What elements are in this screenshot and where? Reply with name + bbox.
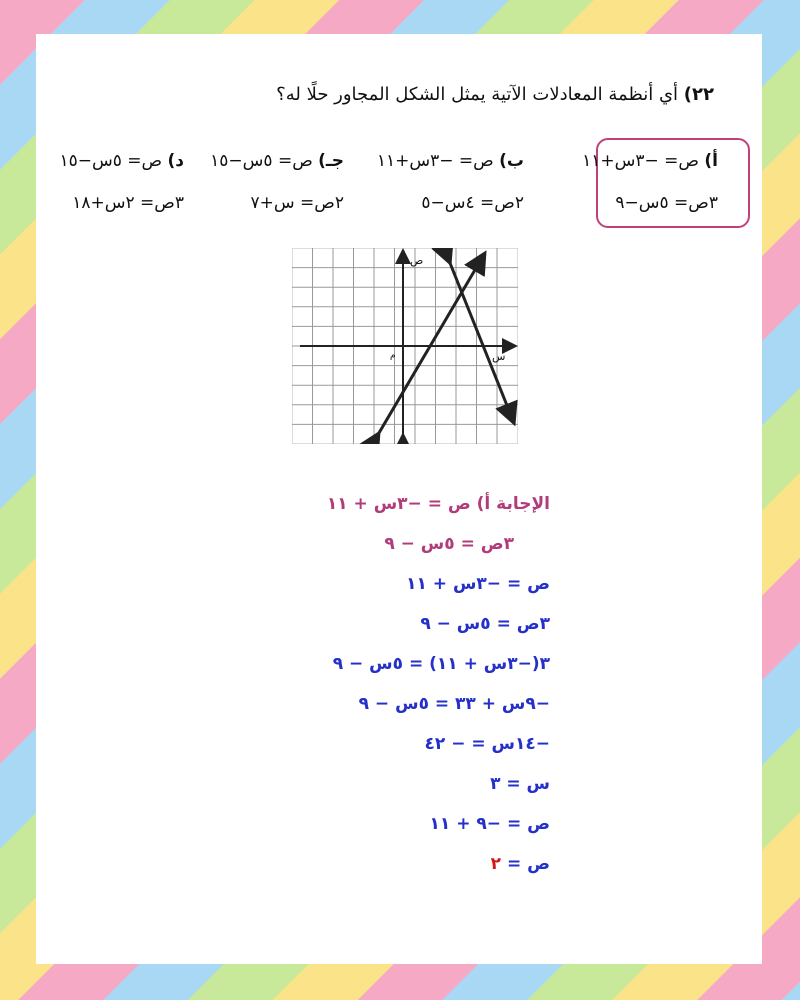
option-b-label: ب) — [499, 151, 524, 171]
answer-line-1: الإجابة أ) ص = −٣س + ١١ — [326, 494, 550, 514]
worksheet-page — [36, 34, 762, 964]
x-axis-label: س — [492, 350, 506, 363]
question-number: ٢٢) — [683, 84, 714, 105]
coordinate-graph — [292, 248, 518, 444]
solution-step: ص = −٩ + ١١ — [429, 814, 550, 834]
solution-step: ٣ص = ٥س − ٩ — [420, 614, 550, 634]
option-b[interactable] — [374, 140, 524, 224]
option-d-eq2: ٣ص= ٢س+١٨ — [72, 193, 184, 213]
option-b-eq1: ص= −٣س+١١ — [376, 151, 494, 171]
option-b-eq2: ٢ص= ٤س−٥ — [421, 193, 524, 213]
solution-step: −١٤س = − ٤٢ — [424, 734, 550, 754]
option-c-label: جـ) — [318, 151, 344, 171]
option-c[interactable] — [184, 140, 344, 224]
origin-label: م — [390, 351, 396, 361]
option-a-label: أ) — [704, 151, 718, 171]
solution-step: س = ٣ — [490, 774, 550, 794]
question-body: أي أنظمة المعادلات الآتية يمثل الشكل المجاور حلًا له؟ — [276, 84, 679, 105]
final-answer — [491, 854, 550, 874]
final-answer-value: ٢ — [490, 854, 502, 874]
y-axis-label: ص — [410, 254, 424, 267]
solution-step: ٣(−٣س + ١١) = ٥س − ٩ — [332, 654, 550, 674]
solution-step: ص = −٣س + ١١ — [406, 574, 550, 594]
option-d-eq1: ص= ٥س−١٥ — [59, 151, 163, 171]
question-text — [74, 84, 714, 105]
final-answer-prefix: ص = — [501, 854, 550, 874]
option-c-eq2: ٢ص= س+٧ — [250, 193, 344, 213]
solution-step: −٩س + ٣٣ = ٥س − ٩ — [358, 694, 550, 714]
option-d[interactable] — [44, 140, 184, 224]
option-a[interactable] — [568, 140, 718, 224]
option-d-label: د) — [167, 151, 184, 171]
option-a-eq1: ص= −٣س+١١ — [582, 151, 699, 171]
option-a-eq2: ٣ص= ٥س−٩ — [615, 193, 718, 213]
answer-line-2: ٣ص = ٥س − ٩ — [384, 534, 514, 554]
option-c-eq1: ص= ٥س−١٥ — [210, 151, 313, 171]
